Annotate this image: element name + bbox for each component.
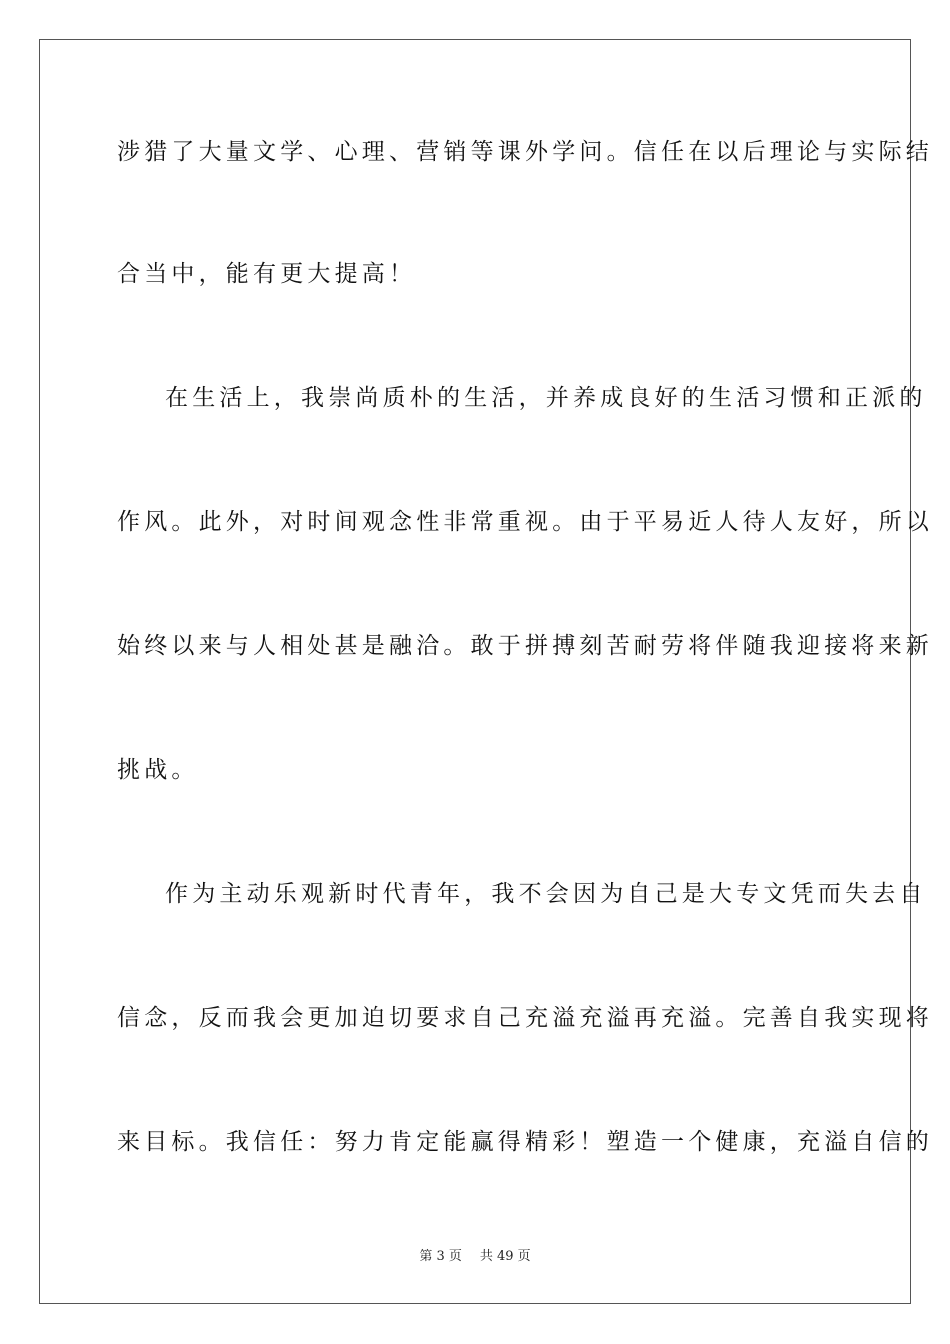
body-line: 来目标。我信任：努力肯定能赢得精彩！塑造一个健康，充溢自信的	[117, 1129, 933, 1155]
body-line: 作风。此外，对时间观念性非常重视。由于平易近人待人友好，所以	[117, 509, 933, 535]
body-line: 始终以来与人相处甚是融洽。敢于拼搏刻苦耐劳将伴随我迎接将来新	[117, 633, 933, 659]
body-line: 合当中，能有更大提高！	[117, 261, 417, 287]
page-footer	[0, 1248, 950, 1266]
body-line: 信念，反而我会更加迫切要求自己充溢充溢再充溢。完善自我实现将	[117, 1005, 933, 1031]
body-line: 涉猎了大量文学、心理、营销等课外学问。信任在以后理论与实际结	[117, 139, 933, 165]
body-line-paragraph-start: 作为主动乐观新时代青年，我不会因为自己是大专文凭而失去自	[165, 881, 927, 907]
total-pages: 共 49 页	[479, 1249, 531, 1264]
page-number: 第 3 页	[419, 1249, 462, 1264]
body-line: 挑战。	[117, 757, 199, 783]
page-frame	[39, 39, 933, 1304]
body-line-paragraph-start: 在生活上，我崇尚质朴的生活，并养成良好的生活习惯和正派的	[165, 385, 927, 411]
